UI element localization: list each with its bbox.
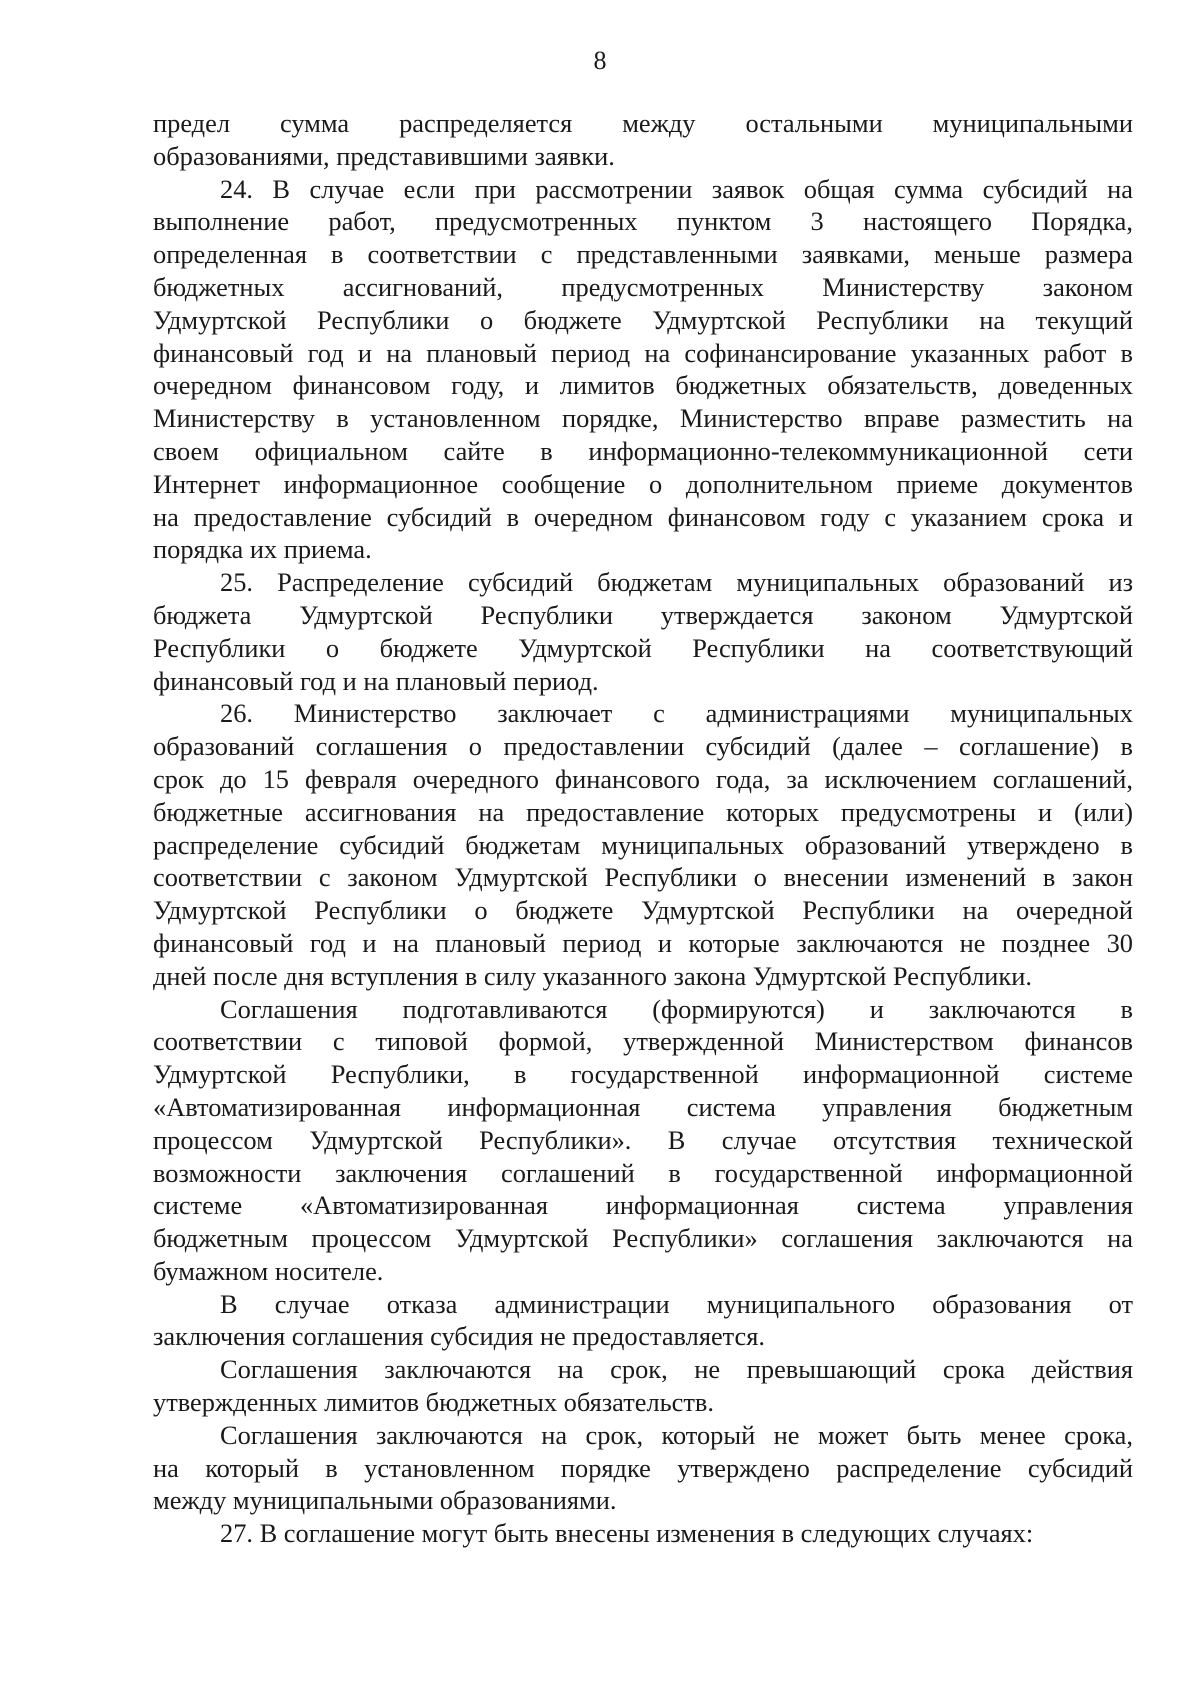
text-line: дней после дня вступления в силу указанного закона Удмуртской Республики. — [153, 960, 1032, 991]
text-line: утвержденных лимитов бюджетных обязательств. — [153, 1387, 714, 1418]
text-line: бюджетным процессом Удмуртской Республики» соглашения заключаются на — [153, 1223, 1133, 1254]
text-line: образований соглашения о предоставлении субсидий (далее – соглашение) в — [153, 731, 1133, 762]
text-line: предел сумма распределяется между остальными муниципальными — [153, 108, 1133, 138]
text-line: на который в установленном порядке утверждено распределение субсидий — [153, 1452, 1133, 1483]
text-line: бюджета Удмуртской Республики утверждается законом Удмуртской — [153, 599, 1133, 630]
text-line: Министерству в установленном порядке, Министерство вправе разместить на — [153, 403, 1133, 434]
text-line: финансовый год и на плановый период и которые заключаются не позднее 30 — [153, 927, 1133, 958]
text-line: Соглашения заключаются на срок, который не может быть менее срока, — [220, 1419, 1133, 1450]
text-line: 24. В случае если при рассмотрении заявок общая сумма субсидий на — [220, 173, 1133, 204]
document-body — [153, 107, 1133, 1550]
paragraph-25 — [153, 566, 1133, 697]
text-line: В случае отказа администрации муниципального образования от — [220, 1288, 1133, 1319]
paragraph-agreements-prepared — [153, 993, 1133, 1288]
text-line: распределение субсидий бюджетам муниципальных образований утверждено в — [153, 829, 1133, 860]
text-line: Соглашения заключаются на срок, не превышающий срока действия — [220, 1354, 1133, 1385]
text-line: Соглашения подготавливаются (формируются) и заключаются в — [220, 993, 1133, 1024]
text-line: Удмуртской Республики о бюджете Удмуртской Республики на текущий — [153, 304, 1133, 335]
text-line: заключения соглашения субсидия не предоставляется. — [153, 1321, 765, 1352]
text-line: возможности заключения соглашений в государственной информационной — [153, 1157, 1133, 1188]
paragraph-26 — [153, 697, 1133, 992]
text-line: срок до 15 февраля очередного финансового года, за исключением соглашений, — [153, 763, 1133, 794]
paragraph-27 — [153, 1517, 1133, 1550]
text-line: бюджетные ассигнования на предоставление которых предусмотрены и (или) — [153, 796, 1133, 827]
text-line: своем официальном сайте в информационно-телекоммуникационной сети — [153, 435, 1133, 466]
text-line: Республики о бюджете Удмуртской Республики на соответствующий — [153, 632, 1133, 663]
text-line: 26. Министерство заключает с администрациями муниципальных — [220, 698, 1133, 729]
text-line: очередном финансовом году, и лимитов бюджетных обязательств, доведенных — [153, 370, 1133, 401]
text-line: Удмуртской Республики о бюджете Удмуртской Республики на очередной — [153, 895, 1133, 926]
paragraph-term-limits — [153, 1353, 1133, 1419]
text-line: системе «Автоматизированная информационная система управления — [153, 1190, 1133, 1221]
text-line: соответствии с законом Удмуртской Республики о внесении изменений в закон — [153, 862, 1133, 893]
text-line: определенная в соответствии с представленными заявками, меньше размера — [153, 239, 1133, 270]
text-line: между муниципальными образованиями. — [153, 1485, 617, 1516]
text-line: процессом Удмуртской Республики». В случае отсутствия технической — [153, 1124, 1133, 1155]
text-line: 25. Распределение субсидий бюджетам муниципальных образований из — [220, 567, 1133, 598]
text-line: соответствии с типовой формой, утвержденной Министерством финансов — [153, 1026, 1133, 1057]
paragraph-term-distribution — [153, 1419, 1133, 1517]
paragraph-refusal — [153, 1288, 1133, 1354]
text-line: бюджетных ассигнований, предусмотренных Министерству законом — [153, 271, 1133, 302]
page-number: 8 — [593, 46, 607, 75]
text-line: Удмуртской Республики, в государственной информационной системе — [153, 1059, 1133, 1090]
text-line: на предоставление субсидий в очередном финансовом году с указанием срока и — [153, 501, 1133, 532]
text-line: «Автоматизированная информационная система управления бюджетным — [153, 1091, 1133, 1122]
text-line: образованиями, представившими заявки. — [153, 140, 615, 171]
text-line: финансовый год и на плановый период на софинансирование указанных работ в — [153, 337, 1133, 368]
text-line: бумажном носителе. — [153, 1255, 384, 1286]
text-line: 27. В соглашение могут быть внесены изменения в следующих случаях: — [220, 1518, 1034, 1549]
text-line: Интернет информационное сообщение о дополнительном приеме документов — [153, 468, 1133, 499]
text-line: финансовый год и на плановый период. — [153, 665, 599, 696]
text-line: порядка их приема. — [153, 534, 372, 565]
paragraph-continuation — [153, 107, 1133, 173]
paragraph-24 — [153, 173, 1133, 567]
text-line: выполнение работ, предусмотренных пунктом 3 настоящего Порядка, — [153, 206, 1133, 237]
